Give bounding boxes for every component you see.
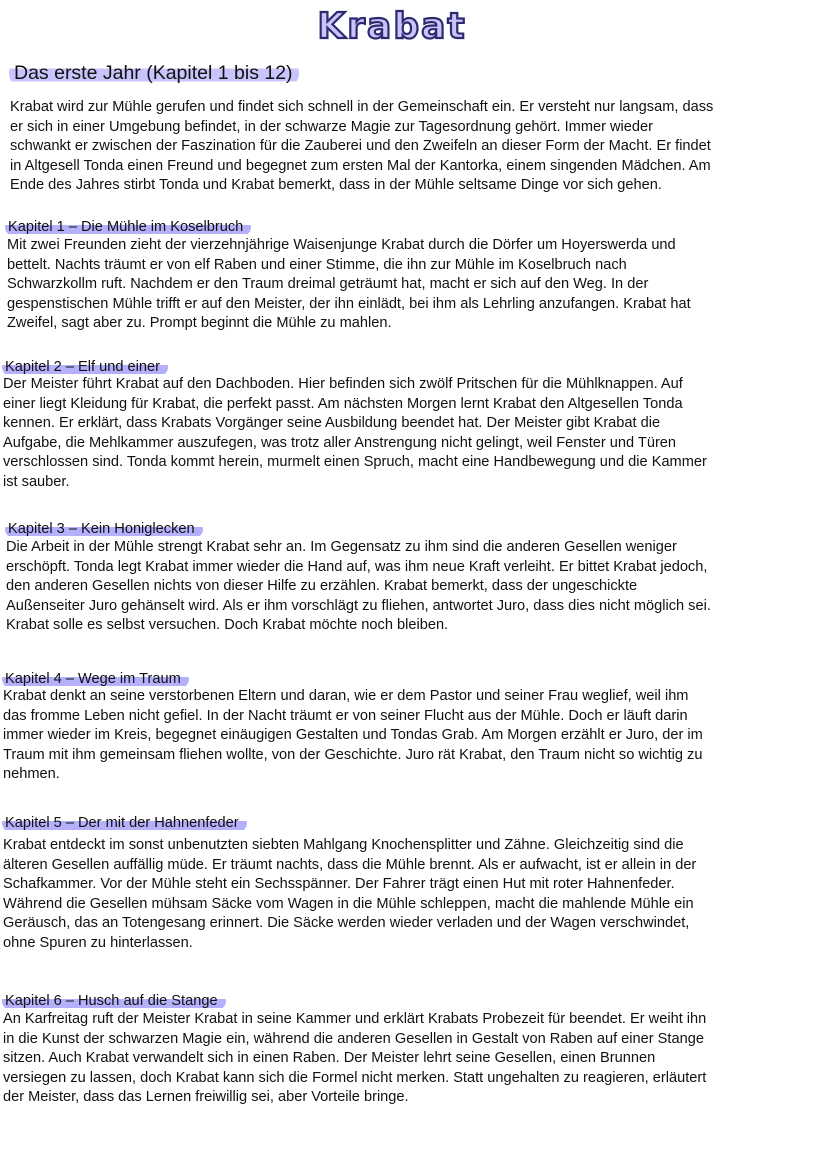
chapter-2-line: Der Meister führt Krabat auf den Dachboden. Hier befinden sich zwölf Pritschen für die Mühlknappen. Auf <box>3 376 683 392</box>
chapter-4-title: Kapitel 4 – Wege im Traum <box>2 670 189 688</box>
chapter-1-line: Zweifel, sagt aber zu. Prompt beginnt die Mühle zu mahlen. <box>7 315 392 331</box>
chapter-1-line: bettelt. Nachts träumt er von elf Raben und einer Stimme, die ihn zur Mühle im Koselbruch nach <box>7 256 627 273</box>
chapter-3-title: Kapitel 3 – Kein Honiglecken <box>5 520 203 538</box>
main-heading: Das erste Jahr (Kapitel 1 bis 12) <box>9 60 299 86</box>
chapter-4-line: Traum mit ihm gemeinsam fliehen wollte, von der Geschichte. Juro rät Krabat, den Traum nicht so wichtig zu <box>3 746 703 763</box>
chapter-3-line: erschöpft. Tonda legt Krabat immer wieder die Hand auf, was ihm neue Kraft verleiht. Er bittet Krabat jedoch, <box>6 558 708 575</box>
chapter-2-line: ist sauber. <box>3 473 70 490</box>
chapter-1-title: Kapitel 1 – Die Mühle im Koselbruch <box>5 218 251 236</box>
chapter-1-line: Schwarzkollm ruft. Nachdem er den Traum dreimal geträumt hat, macht er sich auf den Weg. In der <box>7 276 649 292</box>
chapter-2-title: Kapitel 2 – Elf und einer <box>2 358 168 376</box>
chapter-3-line: Krabat solle es selbst versuchen. Doch Krabat möchte noch bleiben. <box>6 617 449 633</box>
chapter-5-line: ohne Spuren zu hinterlassen. <box>3 934 193 951</box>
chapter-6-line: An Karfreitag ruft der Meister Krabat in seine Kammer und erklärt Krabats Probezeit für beendet. Er weiht ihn <box>3 1011 707 1027</box>
chapter-4-line: Krabat denkt an seine verstorbenen Eltern und daran, wie er dem Pastor und seiner Frau weglief, weil ihm <box>3 688 689 704</box>
chapter-6-line: versiegen zu lassen, doch Krabat kann sich die Formel nicht merken. Statt ungehalten zu reagieren, erläutert <box>3 1069 707 1086</box>
chapter-5-line: Krabat entdeckt im sonst unbenutzten siebten Mahlgang Knochensplitter und Zähne. Gleichzeitig sind die <box>3 837 684 853</box>
summary-line: schwankt er zwischen der Faszination für die Zauberei und den Zweifeln an dieser Form der Macht. Er findet <box>10 138 711 154</box>
chapter-1-line: gespenstischen Mühle trifft er auf den Meister, der ihn einlädt, bei ihm als Lehrling anzufangen. Krabat hat <box>7 295 691 312</box>
chapter-5-line: älteren Gesellen auffällig müde. Er träumt nachts, dass die Mühle brennt. Als er aufwacht, ist er allein in der <box>3 856 697 873</box>
chapter-2-line: kennen. Er erklärt, dass Krabats Vorgänger seine Ausbildung beendet hat. Der Meister gibt Krabat die <box>3 415 661 431</box>
summary-line: in Altgesell Tonda einen Freund und begegnet zum ersten Mal der Kantorka, einem singenden Mädchen. Am <box>10 157 711 174</box>
chapter-3-line: Die Arbeit in der Mühle strengt Krabat sehr an. Im Gegensatz zu ihm sind die anderen Gesellen weniger <box>6 539 677 555</box>
logo-text: Krabat <box>317 6 467 46</box>
chapter-3-line: den anderen Gesellen nichts von dieser Hilfe zu erzählen. Krabat bemerkt, dass der ungeschickte <box>6 578 638 594</box>
summary-line: Ende des Jahres stirbt Tonda und Krabat bemerkt, dass in der Mühle seltsame Dinge vor sich gehen. <box>10 177 662 193</box>
chapter-5-line: Schafkammer. Vor der Mühle steht ein Sechsspänner. Der Fahrer trägt einen Hut mit roter Hahnenfeder. <box>3 876 675 892</box>
chapter-5-line: Geräusch, das an Totengesang erinnert. Die Säcke werden wieder verladen und der Wagen verschwindet, <box>3 915 690 931</box>
chapter-4-line: immer wieder im Kreis, begegnet einäugigen Gestalten und Tondas Grab. Am Morgen erzählt er Juro, der im <box>3 727 703 743</box>
chapter-1-line: Mit zwei Freunden zieht der vierzehnjährige Waisenjunge Krabat durch die Dörfer um Hoyerswerda und <box>7 237 676 253</box>
summary-line: Krabat wird zur Mühle gerufen und findet sich schnell in der Gemeinschaft ein. Er versteht nur langsam, dass <box>10 99 714 115</box>
chapter-4-line: das fromme Leben nicht gefiel. In der Nacht träumt er von seiner Flucht aus der Mühle. Doch er läuft darin <box>3 707 688 724</box>
krabat-logo <box>0 2 828 46</box>
chapter-5-line: Während die Gesellen mühsam Säcke vom Wagen in die Mühle schleppen, macht die mahlende Mühle ein <box>3 895 694 912</box>
chapter-5-title: Kapitel 5 – Der mit der Hahnenfeder <box>2 814 247 832</box>
chapter-6-line: in die Kunst der schwarzen Magie ein, während die anderen Gesellen in Gestalt von Raben auf einer Stange <box>3 1030 704 1047</box>
chapter-2-line: Aufgabe, die Mehlkammer auszufegen, was trotz aller Anstrengung nicht gelingt, weil Fenster und Türen <box>3 434 677 451</box>
chapter-6-title: Kapitel 6 – Husch auf die Stange <box>2 992 226 1010</box>
chapter-2-line: einer liegt Kleidung für Krabat, die perfekt passt. Am nächsten Morgen lernt Krabat den Altgesellen Tonda <box>3 395 683 412</box>
chapter-2-line: verschlossen sind. Tonda kommt herein, murmelt einen Spruch, macht eine Handbewegung und die Kammer <box>3 454 707 470</box>
chapter-6-line: sitzen. Auch Krabat verwandelt sich in einen Raben. Der Meister lehrt seine Gesellen, einen Brunnen <box>3 1050 656 1066</box>
chapter-4-line: nehmen. <box>3 766 60 782</box>
chapter-3-line: Außenseiter Juro gehänselt wird. Als er ihm vorschlägt zu fliehen, antwortet Juro, dass dies nicht möglich sei. <box>6 597 711 614</box>
chapter-6-line: der Meister, dass das Lernen freiwillig sei, aber Vorteile bringe. <box>3 1089 409 1105</box>
summary-line: er sich in einer Umgebung befindet, in der schwarze Magie zur Tagesordnung gehört. Immer wieder <box>10 118 654 135</box>
